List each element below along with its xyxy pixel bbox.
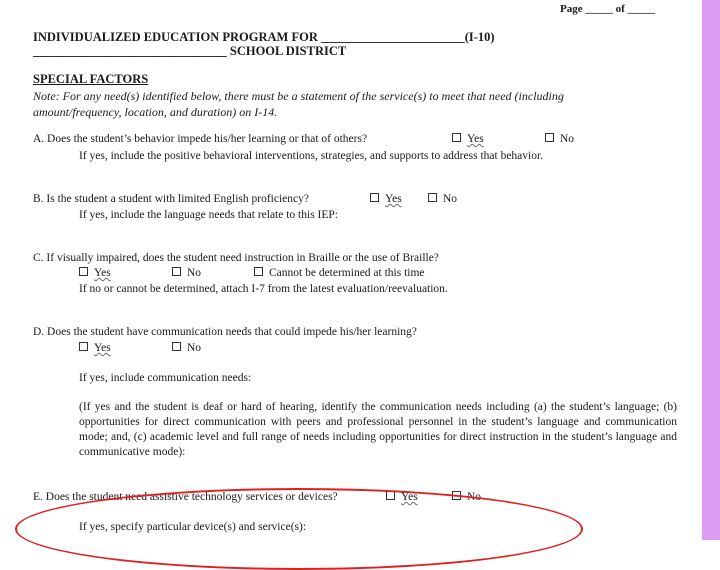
question-c: C. If visually impaired, does the student need instruction in Braille or the use of Braille? [33, 252, 439, 264]
question-d-yes-option[interactable] [79, 342, 111, 354]
question-a: A. Does the student’s behavior impede his/her learning or that of others? [33, 133, 368, 145]
yes-label: Yes [94, 267, 111, 279]
question-b-yes-option[interactable] [370, 193, 402, 205]
no-label: No [443, 193, 458, 205]
question-b-followup: If yes, include the language needs that relate to this IEP: [79, 209, 338, 221]
question-d-instructions: (If yes and the student is deaf or hard of hearing, identify the communication needs including (a) the student’s language; (b) opportunities for direct communication with peers and professional personnel in the student’s language and communication mode; and, (c) academic level and full range of needs including opportunities for direct instruction in the student’s language and communicative mode): [79, 401, 677, 458]
question-b: B. Is the student a student with limited English proficiency? [33, 193, 309, 205]
page-counter: Page _____ of _____ [560, 3, 656, 15]
question-e: E. Does the student need assistive technology services or devices? [33, 491, 338, 503]
question-d: D. Does the student have communication needs that could impede his/her learning? [33, 326, 417, 338]
checkbox-icon[interactable] [254, 267, 263, 276]
question-a-yes-option[interactable] [452, 133, 484, 145]
yes-label: Yes [94, 342, 111, 354]
question-d-no-option[interactable] [172, 342, 201, 354]
question-e-followup: If yes, specify particular device(s) and service(s): [79, 521, 307, 533]
no-label: No [467, 491, 482, 503]
question-a-followup: If yes, include the positive behavioral interventions, strategies, and supports to address that behavior. [79, 150, 544, 162]
question-c-followup: If no or cannot be determined, attach I-7 from the latest evaluation/reevaluation. [79, 283, 448, 295]
section-note: Note: For any need(s) identified below, there must be a statement of the service(s) to meet that need (including amount/frequency, location, and duration) on I-14. [33, 89, 564, 119]
checkbox-icon[interactable] [79, 267, 88, 276]
highlight-ellipse [15, 488, 583, 570]
no-label: No [187, 342, 202, 354]
question-c-yes-option[interactable] [79, 267, 111, 279]
form-title: INDIVIDUALIZED EDUCATION PROGRAM FOR _______________________(I-10) [33, 30, 495, 44]
checkbox-icon[interactable] [79, 342, 88, 351]
no-label: No [187, 267, 202, 279]
section-heading: SPECIAL FACTORS [33, 72, 149, 86]
yes-label: Yes [385, 193, 402, 205]
checkbox-icon[interactable] [452, 133, 461, 142]
checkbox-icon[interactable] [172, 267, 181, 276]
checkbox-icon[interactable] [370, 193, 379, 202]
no-label: No [560, 133, 575, 145]
question-b-no-option[interactable] [428, 193, 457, 205]
yes-label: Yes [467, 133, 484, 145]
question-d-followup: If yes, include communication needs: [79, 372, 252, 384]
checkbox-icon[interactable] [172, 342, 181, 351]
question-c-no-option[interactable] [172, 267, 201, 279]
cannot-label: Cannot be determined at this time [269, 267, 425, 279]
question-c-cannot-option[interactable] [254, 267, 425, 279]
checkbox-icon[interactable] [545, 133, 554, 142]
checkbox-icon[interactable] [428, 193, 437, 202]
school-district-line: _______________________________ SCHOOL DISTRICT [33, 44, 347, 58]
yes-label: Yes [401, 491, 418, 503]
side-stripe [702, 0, 720, 540]
question-a-no-option[interactable] [545, 133, 574, 145]
